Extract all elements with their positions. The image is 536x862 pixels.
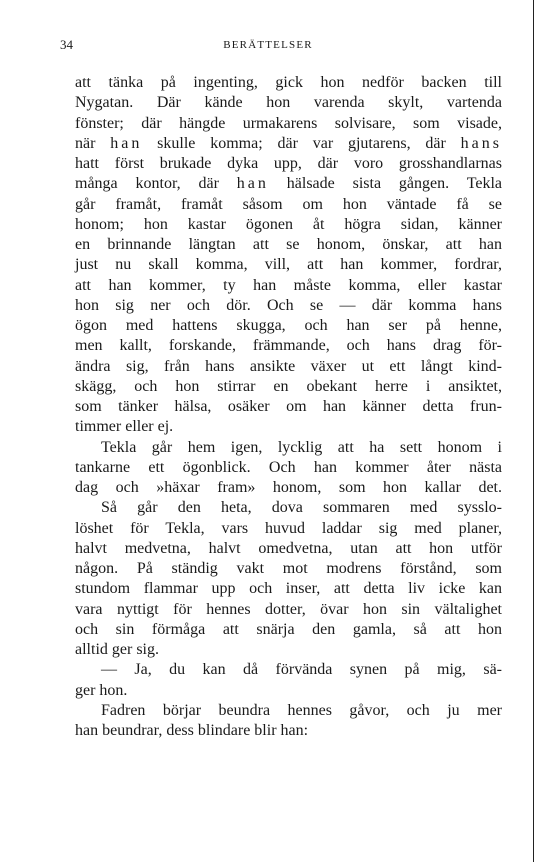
text-line: Nygatan. Där kände hon varenda skylt, vartenda: [75, 94, 502, 112]
text-line: ändra sig, från hans ansikte växer ut ett långt kind-: [75, 357, 502, 375]
text-run: skulle komma; där var gjutarens, där: [142, 134, 461, 152]
text-line: halvt medvetna, halvt omedvetna, utan att hon utför: [75, 539, 502, 557]
text-line: ögon med hattens skugga, och han ser på henne,: [75, 317, 502, 334]
text-line: timmer eller ej.: [75, 418, 174, 436]
text-line: skägg, och hon stirrar en obekant herre i ansiktet,: [75, 377, 502, 395]
text-line: hon sig ner och dör. Och se — där komma hans: [75, 296, 502, 314]
emphasized-word: han: [110, 134, 143, 152]
text-line: någon. På ständig vakt mot modrens förstånd, som: [75, 560, 502, 577]
text-line: som tänker hälsa, osäker om han känner detta frun-: [75, 398, 502, 415]
text-line: Så går den heta, dova sommaren med sysslo-: [101, 499, 502, 517]
text-run: många kontor, där: [75, 175, 237, 193]
emphasized-word: hans: [460, 134, 502, 152]
text-line: en brinnande längtan att se honom, önskar, att han: [75, 236, 502, 253]
text-line: honom; hon kastar ögonen åt högra sidan, känner: [75, 215, 502, 233]
text-line: men kallt, forskande, främmande, och hans drag för-: [75, 337, 502, 355]
text-line: [75, 134, 502, 154]
text-line: ger hon.: [75, 681, 128, 699]
text-run: hälsade sista gången. Tekla: [268, 175, 502, 193]
running-title: BERÄTTELSER: [223, 39, 313, 51]
text-line: han beundrar, dess blindare blir han:: [75, 722, 309, 739]
text-line: löshet för Tekla, vars huvud laddar sig med planer,: [75, 519, 502, 537]
text-line: fönster; där hängde urmakarens solvisare, som visade,: [75, 114, 502, 132]
text-line: vara nyttigt för hennes dotter, övar hon sin vältalighet: [75, 600, 502, 618]
text-line: [75, 174, 502, 194]
page-number: 34: [60, 37, 73, 52]
text-run: när: [75, 134, 111, 152]
body-text: [75, 73, 502, 741]
text-line: just nu skall komma, vill, att han kommer, fordrar,: [75, 256, 502, 274]
text-line: tankarne ett ögonblick. Och han kommer åter nästa: [75, 458, 502, 476]
text-line: att han kommer, ty han måste komma, eller kastar: [75, 276, 502, 294]
text-line: och sin förmåga att snärja den gamla, så att hon: [75, 620, 502, 638]
text-line: alltid ger sig.: [75, 641, 159, 658]
text-line: Tekla går hem igen, lycklig att ha sett honom i: [101, 438, 502, 456]
page-edge-rule: [533, 0, 535, 862]
text-line: stundom flammar upp och inser, att detta liv icke kan: [75, 580, 502, 598]
text-line: hatt först brukade dyka upp, där voro grosshandlarnas: [75, 155, 502, 172]
text-line: dag och »häxar fram» honom, som hon kallar det.: [75, 479, 502, 496]
text-line: att tänka på ingenting, gick hon nedför backen till: [75, 74, 502, 91]
text-line: går framåt, framåt såsom om hon väntade få se: [75, 195, 502, 213]
emphasized-word: han: [236, 175, 269, 193]
text-line: Fadren börjar beundra hennes gåvor, och ju mer: [101, 701, 502, 719]
text-line: — Ja, du kan då förvända synen på mig, sä-: [101, 661, 502, 679]
